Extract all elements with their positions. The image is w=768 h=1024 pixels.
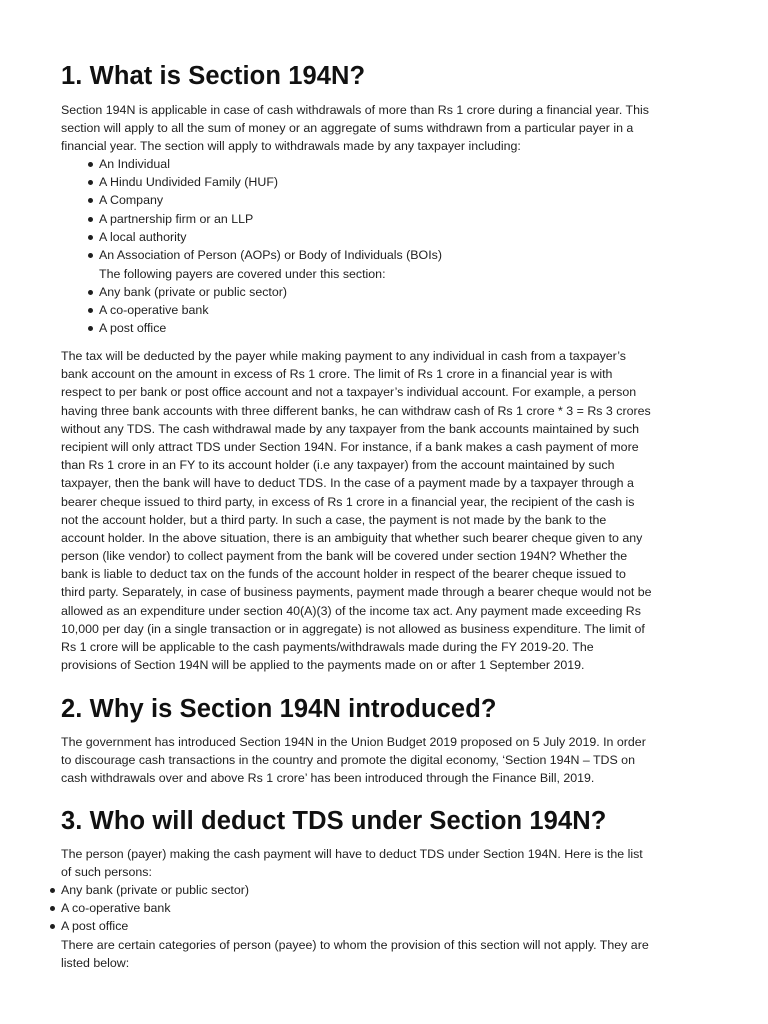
list-item: An Individual	[99, 155, 442, 173]
list-item: A partnership firm or an LLP	[99, 210, 442, 228]
text-line: listed below:	[61, 956, 130, 971]
text-line: section will apply to all the sum of money or an aggregate of sums withdrawn from a particular payer in a	[61, 121, 634, 136]
text-line: bank account on the amount in excess of Rs 1 crore. The limit of Rs 1 crore in a financial year is with	[61, 367, 613, 382]
section-3-outro	[61, 936, 711, 972]
list-item: A Company	[99, 191, 442, 209]
list-item: A post office	[99, 319, 287, 337]
text-line: not the account holder, but a third party. In such a case, the payment is not made by the bank to the	[61, 512, 607, 527]
payers-intro: The following payers are covered under this section:	[99, 267, 386, 281]
section-1-intro	[61, 101, 711, 156]
list-item: A Hindu Undivided Family (HUF)	[99, 173, 442, 191]
text-line: The government has introduced Section 194N in the Union Budget 2019 proposed on 5 July 2019. In order	[61, 735, 646, 749]
list-item: A local authority	[99, 228, 442, 246]
text-line: than Rs 1 crore in an FY to its account holder (i.e any taxpayer) from the account maintained by such	[61, 458, 615, 473]
text-line: The person (payer) making the cash payment will have to deduct TDS under Section 194N. Here is the list	[61, 847, 643, 861]
text-line: of such persons:	[61, 865, 152, 880]
list-item: An Association of Person (AOPs) or Body of Individuals (BOIs)	[99, 246, 442, 264]
section-3-intro	[61, 845, 711, 881]
text-line: There are certain categories of person (payee) to whom the provision of this section will not apply. They are	[61, 938, 649, 952]
text-line: The tax will be deducted by the payer while making payment to any individual in cash from a taxpayer’s	[61, 349, 626, 363]
section-1-heading: 1. What is Section 194N?	[61, 62, 366, 90]
text-line: respect to per bank or post office account and not a taxpayer’s individual account. For example, a person	[61, 385, 637, 400]
text-line: cash withdrawals over and above Rs 1 crore’ has been introduced through the Finance Bill, 2019.	[61, 771, 595, 786]
text-line: account holder. In the above situation, there is an ambiguity that whether such bearer cheque given to any	[61, 530, 643, 545]
section-2-body	[61, 733, 711, 788]
list-item: Any bank (private or public sector)	[61, 881, 249, 899]
text-line: 10,000 per day (in a single transaction or in aggregate) is not allowed as business expenditure. The limit of	[61, 621, 645, 636]
payer-list	[99, 283, 287, 338]
deductor-list	[61, 881, 249, 936]
text-line: Section 194N is applicable in case of cash withdrawals of more than Rs 1 crore during a financial year. This	[61, 103, 649, 117]
list-item: A post office	[61, 917, 249, 935]
text-line: person (like vendor) to collect payment from the bank will be covered under section 194N? Whether the	[61, 549, 628, 564]
text-line: bearer cheque issued to third party, in excess of Rs 1 crore in a financial year, the recipient of the cash is	[61, 494, 635, 509]
section-3-heading: 3. Who will deduct TDS under Section 194N?	[61, 807, 607, 835]
list-item: Any bank (private or public sector)	[99, 283, 287, 301]
section-2-heading: 2. Why is Section 194N introduced?	[61, 695, 497, 723]
text-line: bank is liable to deduct tax on the funds of the account holder in respect of the bearer cheque issued to	[61, 567, 626, 582]
text-line: third party. Separately, in case of business payments, payment made through a bearer cheque would not be	[61, 585, 652, 600]
text-line: without any TDS. The cash withdrawal made by any taxpayer from the bank accounts maintained by such	[61, 421, 640, 436]
text-line: recipient will only attract TDS under Section 194N. For instance, if a bank makes a cash payment of more	[61, 439, 639, 454]
text-line: having three bank accounts with three different banks, he can withdraw cash of Rs 1 crore * 3 = Rs 3 crores	[61, 403, 651, 418]
text-line: financial year. The section will apply to withdrawals made by any taxpayer including:	[61, 139, 521, 154]
list-item: A co-operative bank	[61, 899, 249, 917]
section-1-body	[61, 347, 711, 674]
list-item: A co-operative bank	[99, 301, 287, 319]
taxpayer-list	[99, 155, 442, 264]
text-line: Rs 1 crore will be applicable to the cash payments/withdrawals made during the FY 2019-20. The	[61, 640, 594, 654]
text-line: allowed as an expenditure under section 40(A)(3) of the income tax act. Any payment made exceeding Rs	[61, 603, 641, 618]
text-line: provisions of Section 194N will be applied to the payments made on or after 1 September 2019.	[61, 658, 585, 673]
text-line: to discourage cash transactions in the country and promote the digital economy, ‘Section 194N – TDS on	[61, 753, 635, 768]
text-line: taxpayer, then the bank will have to deduct TDS. In the case of a payment made by a taxpayer through a	[61, 476, 634, 491]
